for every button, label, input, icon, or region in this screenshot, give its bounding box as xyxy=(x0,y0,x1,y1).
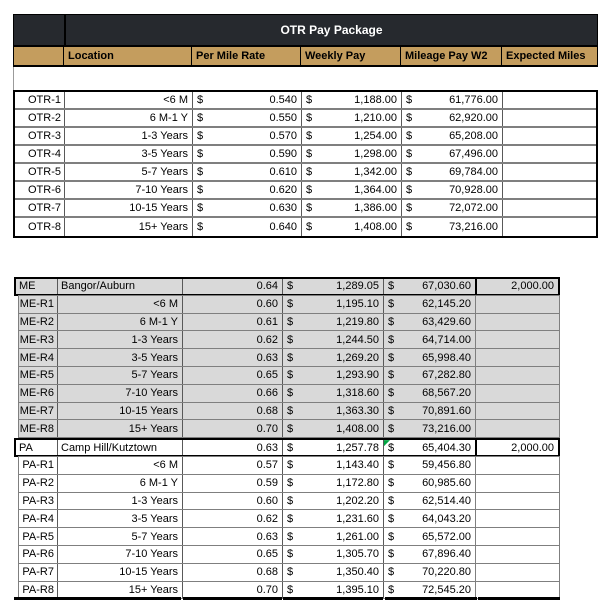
weekly-pay-cell[interactable]: $ 1,408.00 xyxy=(283,420,384,437)
table-row[interactable] xyxy=(18,456,560,475)
dollar-sign: $ xyxy=(406,112,413,124)
mileage-pay-cell[interactable]: $ 70,891.60 xyxy=(388,404,471,417)
expected-miles-cell[interactable]: 2,000.00 xyxy=(475,279,558,294)
dollar-sign: $ xyxy=(388,459,395,472)
dollar-sign: $ xyxy=(306,94,313,106)
truncated-row-border xyxy=(14,597,560,601)
per-mile-rate-cell[interactable]: 0.61 xyxy=(183,314,283,331)
row-label-cell[interactable]: OTR-8 xyxy=(15,218,65,236)
expected-miles-cell[interactable]: 2,000.00 xyxy=(475,440,558,455)
dollar-sign: $ xyxy=(197,202,204,214)
row-label-cell[interactable]: ME-R5 xyxy=(19,367,58,384)
tenure-cell[interactable]: 15+ Years xyxy=(65,218,193,236)
dollar-sign: $ xyxy=(388,494,395,507)
location-cell[interactable]: 15+ Years xyxy=(58,582,183,599)
weekly-pay-cell[interactable]: $ 1,219.80 xyxy=(283,314,384,331)
table-row[interactable] xyxy=(15,164,596,182)
dollar-sign: $ xyxy=(388,583,395,596)
dollar-sign: $ xyxy=(287,477,294,490)
weekly-pay-cell[interactable]: $ 1,202.20 xyxy=(283,493,384,510)
per-mile-rate-cell[interactable]: 0.65 xyxy=(183,367,283,384)
dollar-sign: $ xyxy=(287,566,294,579)
location-cell[interactable]: 3-5 Years xyxy=(58,349,183,366)
dollar-sign: $ xyxy=(287,387,294,400)
location-cell[interactable]: 15+ Years xyxy=(58,420,183,437)
table-row[interactable] xyxy=(14,438,560,457)
mileage-pay-cell[interactable]: $ 70,928.00 xyxy=(402,182,503,198)
border-segment xyxy=(183,597,282,600)
table-row[interactable] xyxy=(18,563,560,582)
per-mile-rate-cell[interactable]: $ 0.550 xyxy=(193,110,302,126)
per-mile-rate-cell[interactable]: 0.64 xyxy=(183,279,283,294)
dollar-sign: $ xyxy=(406,148,413,160)
per-mile-rate-cell[interactable]: $ 0.540 xyxy=(193,92,302,108)
dollar-sign: $ xyxy=(197,166,204,178)
dollar-sign: $ xyxy=(388,566,395,579)
expected-miles-cell[interactable] xyxy=(475,528,559,545)
expected-miles-cell[interactable] xyxy=(475,457,559,474)
dollar-sign: $ xyxy=(388,333,395,346)
column-header-weekly-pay[interactable]: Weekly Pay xyxy=(301,47,401,65)
table-row[interactable] xyxy=(18,419,560,438)
mileage-pay-cell[interactable]: $ 65,998.40 xyxy=(388,351,471,364)
expected-miles-cell[interactable] xyxy=(503,182,596,198)
row-label-cell[interactable]: ME-R2 xyxy=(19,314,58,331)
per-mile-rate-cell[interactable]: 0.65 xyxy=(183,546,283,563)
row-label-cell[interactable]: PA-R4 xyxy=(19,510,58,527)
tenure-cell[interactable]: 7-10 Years xyxy=(65,182,193,198)
dollar-sign: $ xyxy=(406,130,413,142)
dollar-sign: $ xyxy=(388,369,395,382)
expected-miles-cell[interactable] xyxy=(475,403,559,420)
dollar-sign: $ xyxy=(306,184,313,196)
expected-miles-cell[interactable] xyxy=(503,128,596,144)
location-cell[interactable]: 5-7 Years xyxy=(58,367,183,384)
weekly-pay-cell[interactable]: $ 1,350.40 xyxy=(283,564,384,581)
weekly-pay-cell[interactable]: $ 1,342.00 xyxy=(302,164,402,180)
location-cell[interactable]: 7-10 Years xyxy=(58,546,183,563)
expected-miles-cell[interactable] xyxy=(475,510,559,527)
dollar-sign: $ xyxy=(388,422,395,435)
mileage-pay-cell[interactable]: $ 72,072.00 xyxy=(402,200,503,216)
dollar-sign: $ xyxy=(287,333,294,346)
table-row[interactable] xyxy=(18,402,560,421)
dollar-sign: $ xyxy=(287,404,294,417)
expected-miles-cell[interactable] xyxy=(475,314,559,331)
table-row[interactable] xyxy=(15,146,596,164)
weekly-pay-cell[interactable]: $ 1,143.40 xyxy=(283,457,384,474)
expected-miles-cell[interactable] xyxy=(475,475,559,492)
dollar-sign: $ xyxy=(406,166,413,178)
column-header-expected-miles[interactable]: Expected Miles xyxy=(506,50,586,62)
per-mile-rate-cell[interactable]: 0.63 xyxy=(183,440,283,455)
mileage-pay-cell[interactable]: $ 62,514.40 xyxy=(388,494,471,507)
expected-miles-cell[interactable] xyxy=(475,349,559,366)
expected-miles-cell[interactable] xyxy=(475,564,559,581)
dollar-sign: $ xyxy=(287,494,294,507)
weekly-pay-cell[interactable]: $ 1,231.60 xyxy=(283,510,384,527)
table-row[interactable] xyxy=(18,295,560,314)
expected-miles-cell[interactable] xyxy=(503,92,596,108)
weekly-pay-cell[interactable]: $ 1,363.30 xyxy=(283,403,384,420)
mileage-pay-cell[interactable]: $ 60,985.60 xyxy=(388,477,471,490)
dollar-sign: $ xyxy=(287,351,294,364)
mileage-pay-cell[interactable]: $ 73,216.00 xyxy=(402,218,503,236)
weekly-pay-cell[interactable]: $ 1,364.00 xyxy=(302,182,402,198)
border-segment xyxy=(14,597,181,600)
weekly-pay-cell[interactable]: $ 1,408.00 xyxy=(302,218,402,236)
row-label-cell[interactable]: OTR-1 xyxy=(15,92,65,108)
expected-miles-cell[interactable] xyxy=(503,218,596,236)
weekly-pay-cell[interactable]: $ 1,395.10 xyxy=(283,582,384,599)
row-label-cell[interactable]: PA-R6 xyxy=(19,546,58,563)
location-cell[interactable]: 7-10 Years xyxy=(58,385,183,402)
weekly-pay-cell[interactable]: $ 1,172.80 xyxy=(283,475,384,492)
per-mile-rate-cell[interactable]: $ 0.630 xyxy=(193,200,302,216)
table-row[interactable] xyxy=(15,128,596,146)
per-mile-rate-cell[interactable]: 0.63 xyxy=(183,349,283,366)
row-label-cell[interactable]: ME-R7 xyxy=(19,403,58,420)
weekly-pay-cell[interactable]: $ 1,254.00 xyxy=(302,128,402,144)
per-mile-rate-cell[interactable]: 0.59 xyxy=(183,475,283,492)
weekly-pay-cell[interactable]: $ 1,386.00 xyxy=(302,200,402,216)
table-row[interactable] xyxy=(15,92,596,110)
tenure-cell[interactable]: <6 M xyxy=(65,92,193,108)
expected-miles-cell[interactable] xyxy=(475,546,559,563)
dollar-sign: $ xyxy=(406,221,413,233)
dollar-sign: $ xyxy=(388,298,395,311)
per-mile-rate-cell[interactable]: 0.66 xyxy=(183,385,283,402)
mileage-pay-cell[interactable]: $ 73,216.00 xyxy=(388,422,471,435)
dollar-sign: $ xyxy=(197,94,204,106)
mileage-pay-cell[interactable]: $ 65,404.30 xyxy=(384,440,475,455)
location-cell[interactable]: 3-5 Years xyxy=(58,510,183,527)
row-label-cell[interactable]: OTR-7 xyxy=(15,200,65,216)
dollar-sign: $ xyxy=(197,148,204,160)
banner-corner-cell[interactable] xyxy=(14,15,66,45)
expected-miles-cell[interactable] xyxy=(475,420,559,437)
row-label-cell[interactable]: ME-R3 xyxy=(19,331,58,348)
table-row[interactable] xyxy=(18,313,560,332)
dollar-sign: $ xyxy=(306,221,313,233)
dollar-sign: $ xyxy=(287,512,294,525)
dollar-sign: $ xyxy=(197,221,204,233)
dollar-sign: $ xyxy=(388,315,395,328)
column-header-location[interactable]: Location xyxy=(64,47,192,65)
row-label-cell[interactable]: ME-R4 xyxy=(19,349,58,366)
mileage-pay-cell[interactable]: $ 59,456.80 xyxy=(388,459,471,472)
row-label-cell[interactable]: OTR-3 xyxy=(15,128,65,144)
table-row[interactable] xyxy=(15,200,596,218)
weekly-pay-cell[interactable]: $ 1,293.90 xyxy=(283,367,384,384)
weekly-pay-cell[interactable]: $ 1,305.70 xyxy=(283,546,384,563)
weekly-pay-cell[interactable]: $ 1,244.50 xyxy=(283,331,384,348)
dollar-sign: $ xyxy=(388,404,395,417)
mileage-pay-cell[interactable]: $ 67,282.80 xyxy=(388,369,471,382)
location-cell[interactable]: Camp Hill/Kutztown xyxy=(58,440,183,455)
per-mile-rate-cell[interactable]: $ 0.590 xyxy=(193,146,302,162)
table-row[interactable] xyxy=(18,492,560,511)
dollar-sign: $ xyxy=(406,184,413,196)
column-header-blank[interactable] xyxy=(14,47,64,65)
per-mile-rate-cell[interactable]: $ 0.610 xyxy=(193,164,302,180)
dollar-sign: $ xyxy=(287,530,294,543)
weekly-pay-cell[interactable]: $ 1,195.10 xyxy=(283,296,384,313)
expected-miles-cell[interactable] xyxy=(475,331,559,348)
expected-miles-cell[interactable] xyxy=(503,146,596,162)
row-label-cell[interactable]: PA xyxy=(16,440,58,455)
dollar-sign: $ xyxy=(287,280,294,293)
expected-miles-cell[interactable] xyxy=(503,200,596,216)
row-label-cell[interactable]: PA-R1 xyxy=(19,457,58,474)
dollar-sign: $ xyxy=(287,369,294,382)
per-mile-rate-cell[interactable]: 0.70 xyxy=(183,420,283,437)
tenure-cell[interactable]: 1-3 Years xyxy=(65,128,193,144)
weekly-pay-cell[interactable]: $ 1,298.00 xyxy=(302,146,402,162)
mileage-pay-cell[interactable]: $ 65,208.00 xyxy=(402,128,503,144)
otr-table-banner xyxy=(13,14,598,46)
mileage-pay-cell[interactable]: $ 70,220.80 xyxy=(388,566,471,579)
table-row[interactable] xyxy=(18,366,560,385)
location-cell[interactable]: <6 M xyxy=(58,296,183,313)
mileage-pay-cell[interactable]: $ 62,920.00 xyxy=(402,110,503,126)
per-mile-rate-cell[interactable]: $ 0.640 xyxy=(193,218,302,236)
dollar-sign: $ xyxy=(306,148,313,160)
weekly-pay-cell[interactable]: $ 1,210.00 xyxy=(302,110,402,126)
column-header-per-mile-rate[interactable]: Per Mile Rate xyxy=(192,47,301,65)
per-mile-rate-cell[interactable]: 0.62 xyxy=(183,331,283,348)
mileage-pay-cell[interactable]: $ 61,776.00 xyxy=(402,92,503,108)
tenure-cell[interactable]: 5-7 Years xyxy=(65,164,193,180)
weekly-pay-cell[interactable]: $ 1,318.60 xyxy=(283,385,384,402)
weekly-pay-cell[interactable]: $ 1,257.78 xyxy=(283,440,384,455)
dollar-sign: $ xyxy=(388,351,395,364)
location-cell[interactable]: 1-3 Years xyxy=(58,493,183,510)
dollar-sign: $ xyxy=(388,477,395,490)
row-label-cell[interactable]: PA-R8 xyxy=(19,582,58,599)
mileage-pay-cell[interactable]: $ 72,545.20 xyxy=(388,583,471,596)
mileage-pay-cell[interactable]: $ 67,030.60 xyxy=(388,280,471,293)
row-label-cell[interactable]: ME xyxy=(16,279,58,294)
table-title[interactable]: OTR Pay Package xyxy=(280,23,383,37)
dollar-sign: $ xyxy=(388,512,395,525)
mileage-pay-cell[interactable]: $ 68,567.20 xyxy=(388,387,471,400)
dollar-sign: $ xyxy=(306,130,313,142)
per-mile-rate-cell[interactable]: 0.60 xyxy=(183,296,283,313)
row-label-cell[interactable]: ME-R1 xyxy=(19,296,58,313)
table-row[interactable] xyxy=(18,545,560,564)
border-segment xyxy=(283,597,383,600)
expected-miles-cell[interactable] xyxy=(475,296,559,313)
per-mile-rate-cell[interactable]: $ 0.570 xyxy=(193,128,302,144)
location-cell[interactable]: 1-3 Years xyxy=(58,331,183,348)
table-row[interactable] xyxy=(15,182,596,200)
mileage-pay-cell[interactable]: $ 63,429.60 xyxy=(388,315,471,328)
location-cell[interactable]: 10-15 Years xyxy=(58,564,183,581)
row-label-cell[interactable]: PA-R7 xyxy=(19,564,58,581)
table-row[interactable] xyxy=(18,330,560,349)
row-label-cell[interactable]: OTR-6 xyxy=(15,182,65,198)
expected-miles-cell[interactable] xyxy=(475,385,559,402)
per-mile-rate-cell[interactable]: 0.60 xyxy=(183,493,283,510)
table-row[interactable] xyxy=(18,384,560,403)
row-label-cell[interactable]: ME-R6 xyxy=(19,385,58,402)
border-segment xyxy=(478,597,560,600)
dollar-sign: $ xyxy=(287,459,294,472)
dollar-sign: $ xyxy=(287,441,294,454)
dollar-sign: $ xyxy=(406,202,413,214)
border-segment xyxy=(385,597,477,600)
column-header-mileage-pay-w2[interactable]: Mileage Pay W2 xyxy=(401,47,502,65)
dollar-sign: $ xyxy=(406,94,413,106)
table-row[interactable] xyxy=(18,509,560,528)
location-cell[interactable]: 5-7 Years xyxy=(58,528,183,545)
expected-miles-cell[interactable] xyxy=(475,582,559,599)
per-mile-rate-cell[interactable]: 0.70 xyxy=(183,582,283,599)
otr-table-body xyxy=(13,90,598,238)
location-cell[interactable]: Bangor/Auburn xyxy=(58,279,183,294)
per-mile-rate-cell[interactable]: 0.57 xyxy=(183,457,283,474)
dollar-sign: $ xyxy=(388,387,395,400)
otr-header-row xyxy=(13,46,598,67)
dollar-sign: $ xyxy=(197,112,204,124)
per-mile-rate-cell[interactable]: 0.68 xyxy=(183,403,283,420)
dollar-sign: $ xyxy=(306,166,313,178)
mileage-pay-cell[interactable]: $ 69,784.00 xyxy=(402,164,503,180)
dollar-sign: $ xyxy=(306,112,313,124)
weekly-pay-cell[interactable]: $ 1,188.00 xyxy=(302,92,402,108)
mileage-pay-cell[interactable]: $ 67,896.40 xyxy=(388,548,471,561)
table-row[interactable] xyxy=(14,277,560,296)
location-cell[interactable]: 6 M-1 Y xyxy=(58,314,183,331)
weekly-pay-cell[interactable]: $ 1,261.00 xyxy=(283,528,384,545)
dollar-sign: $ xyxy=(388,548,395,561)
row-label-cell[interactable]: PA-R3 xyxy=(19,493,58,510)
table-row[interactable] xyxy=(18,474,560,493)
row-label-cell[interactable]: ME-R8 xyxy=(19,420,58,437)
empty-spacer-row xyxy=(13,67,598,90)
dollar-sign: $ xyxy=(388,280,395,293)
row-label-cell[interactable]: OTR-5 xyxy=(15,164,65,180)
mileage-pay-cell[interactable]: $ 62,145.20 xyxy=(388,298,471,311)
expected-miles-cell[interactable] xyxy=(503,110,596,126)
dollar-sign: $ xyxy=(287,422,294,435)
per-mile-rate-cell[interactable]: 0.68 xyxy=(183,564,283,581)
dollar-sign: $ xyxy=(287,315,294,328)
per-mile-rate-cell[interactable]: $ 0.620 xyxy=(193,182,302,198)
dollar-sign: $ xyxy=(287,583,294,596)
expected-miles-cell[interactable] xyxy=(475,367,559,384)
weekly-pay-cell[interactable]: $ 1,289.05 xyxy=(283,279,384,294)
expected-miles-cell[interactable] xyxy=(475,493,559,510)
dollar-sign: $ xyxy=(306,202,313,214)
location-cell[interactable]: <6 M xyxy=(58,457,183,474)
dollar-sign: $ xyxy=(388,530,395,543)
table-row[interactable] xyxy=(15,218,596,236)
expected-miles-cell[interactable] xyxy=(503,164,596,180)
per-mile-rate-cell[interactable]: 0.63 xyxy=(183,528,283,545)
per-mile-rate-cell[interactable]: 0.62 xyxy=(183,510,283,527)
regional-table xyxy=(14,277,560,599)
mileage-pay-cell[interactable]: $ 65,572.00 xyxy=(388,530,471,543)
row-label-cell[interactable]: OTR-2 xyxy=(15,110,65,126)
row-label-cell[interactable]: OTR-4 xyxy=(15,146,65,162)
tenure-cell[interactable]: 6 M-1 Y xyxy=(65,110,193,126)
location-cell[interactable]: 6 M-1 Y xyxy=(58,475,183,492)
row-label-cell[interactable]: PA-R2 xyxy=(19,475,58,492)
mileage-pay-cell[interactable]: $ 67,496.00 xyxy=(402,146,503,162)
dollar-sign: $ xyxy=(388,441,395,454)
table-row[interactable] xyxy=(15,110,596,128)
table-row[interactable] xyxy=(18,527,560,546)
table-row[interactable] xyxy=(18,348,560,367)
mileage-pay-cell[interactable]: $ 64,043.20 xyxy=(388,512,471,525)
dollar-sign: $ xyxy=(197,184,204,196)
dollar-sign: $ xyxy=(287,298,294,311)
row-label-cell[interactable]: PA-R5 xyxy=(19,528,58,545)
tenure-cell[interactable]: 3-5 Years xyxy=(65,146,193,162)
weekly-pay-cell[interactable]: $ 1,269.20 xyxy=(283,349,384,366)
mileage-pay-cell[interactable]: $ 64,714.00 xyxy=(388,333,471,346)
dollar-sign: $ xyxy=(287,548,294,561)
location-cell[interactable]: 10-15 Years xyxy=(58,403,183,420)
tenure-cell[interactable]: 10-15 Years xyxy=(65,200,193,216)
dollar-sign: $ xyxy=(197,130,204,142)
